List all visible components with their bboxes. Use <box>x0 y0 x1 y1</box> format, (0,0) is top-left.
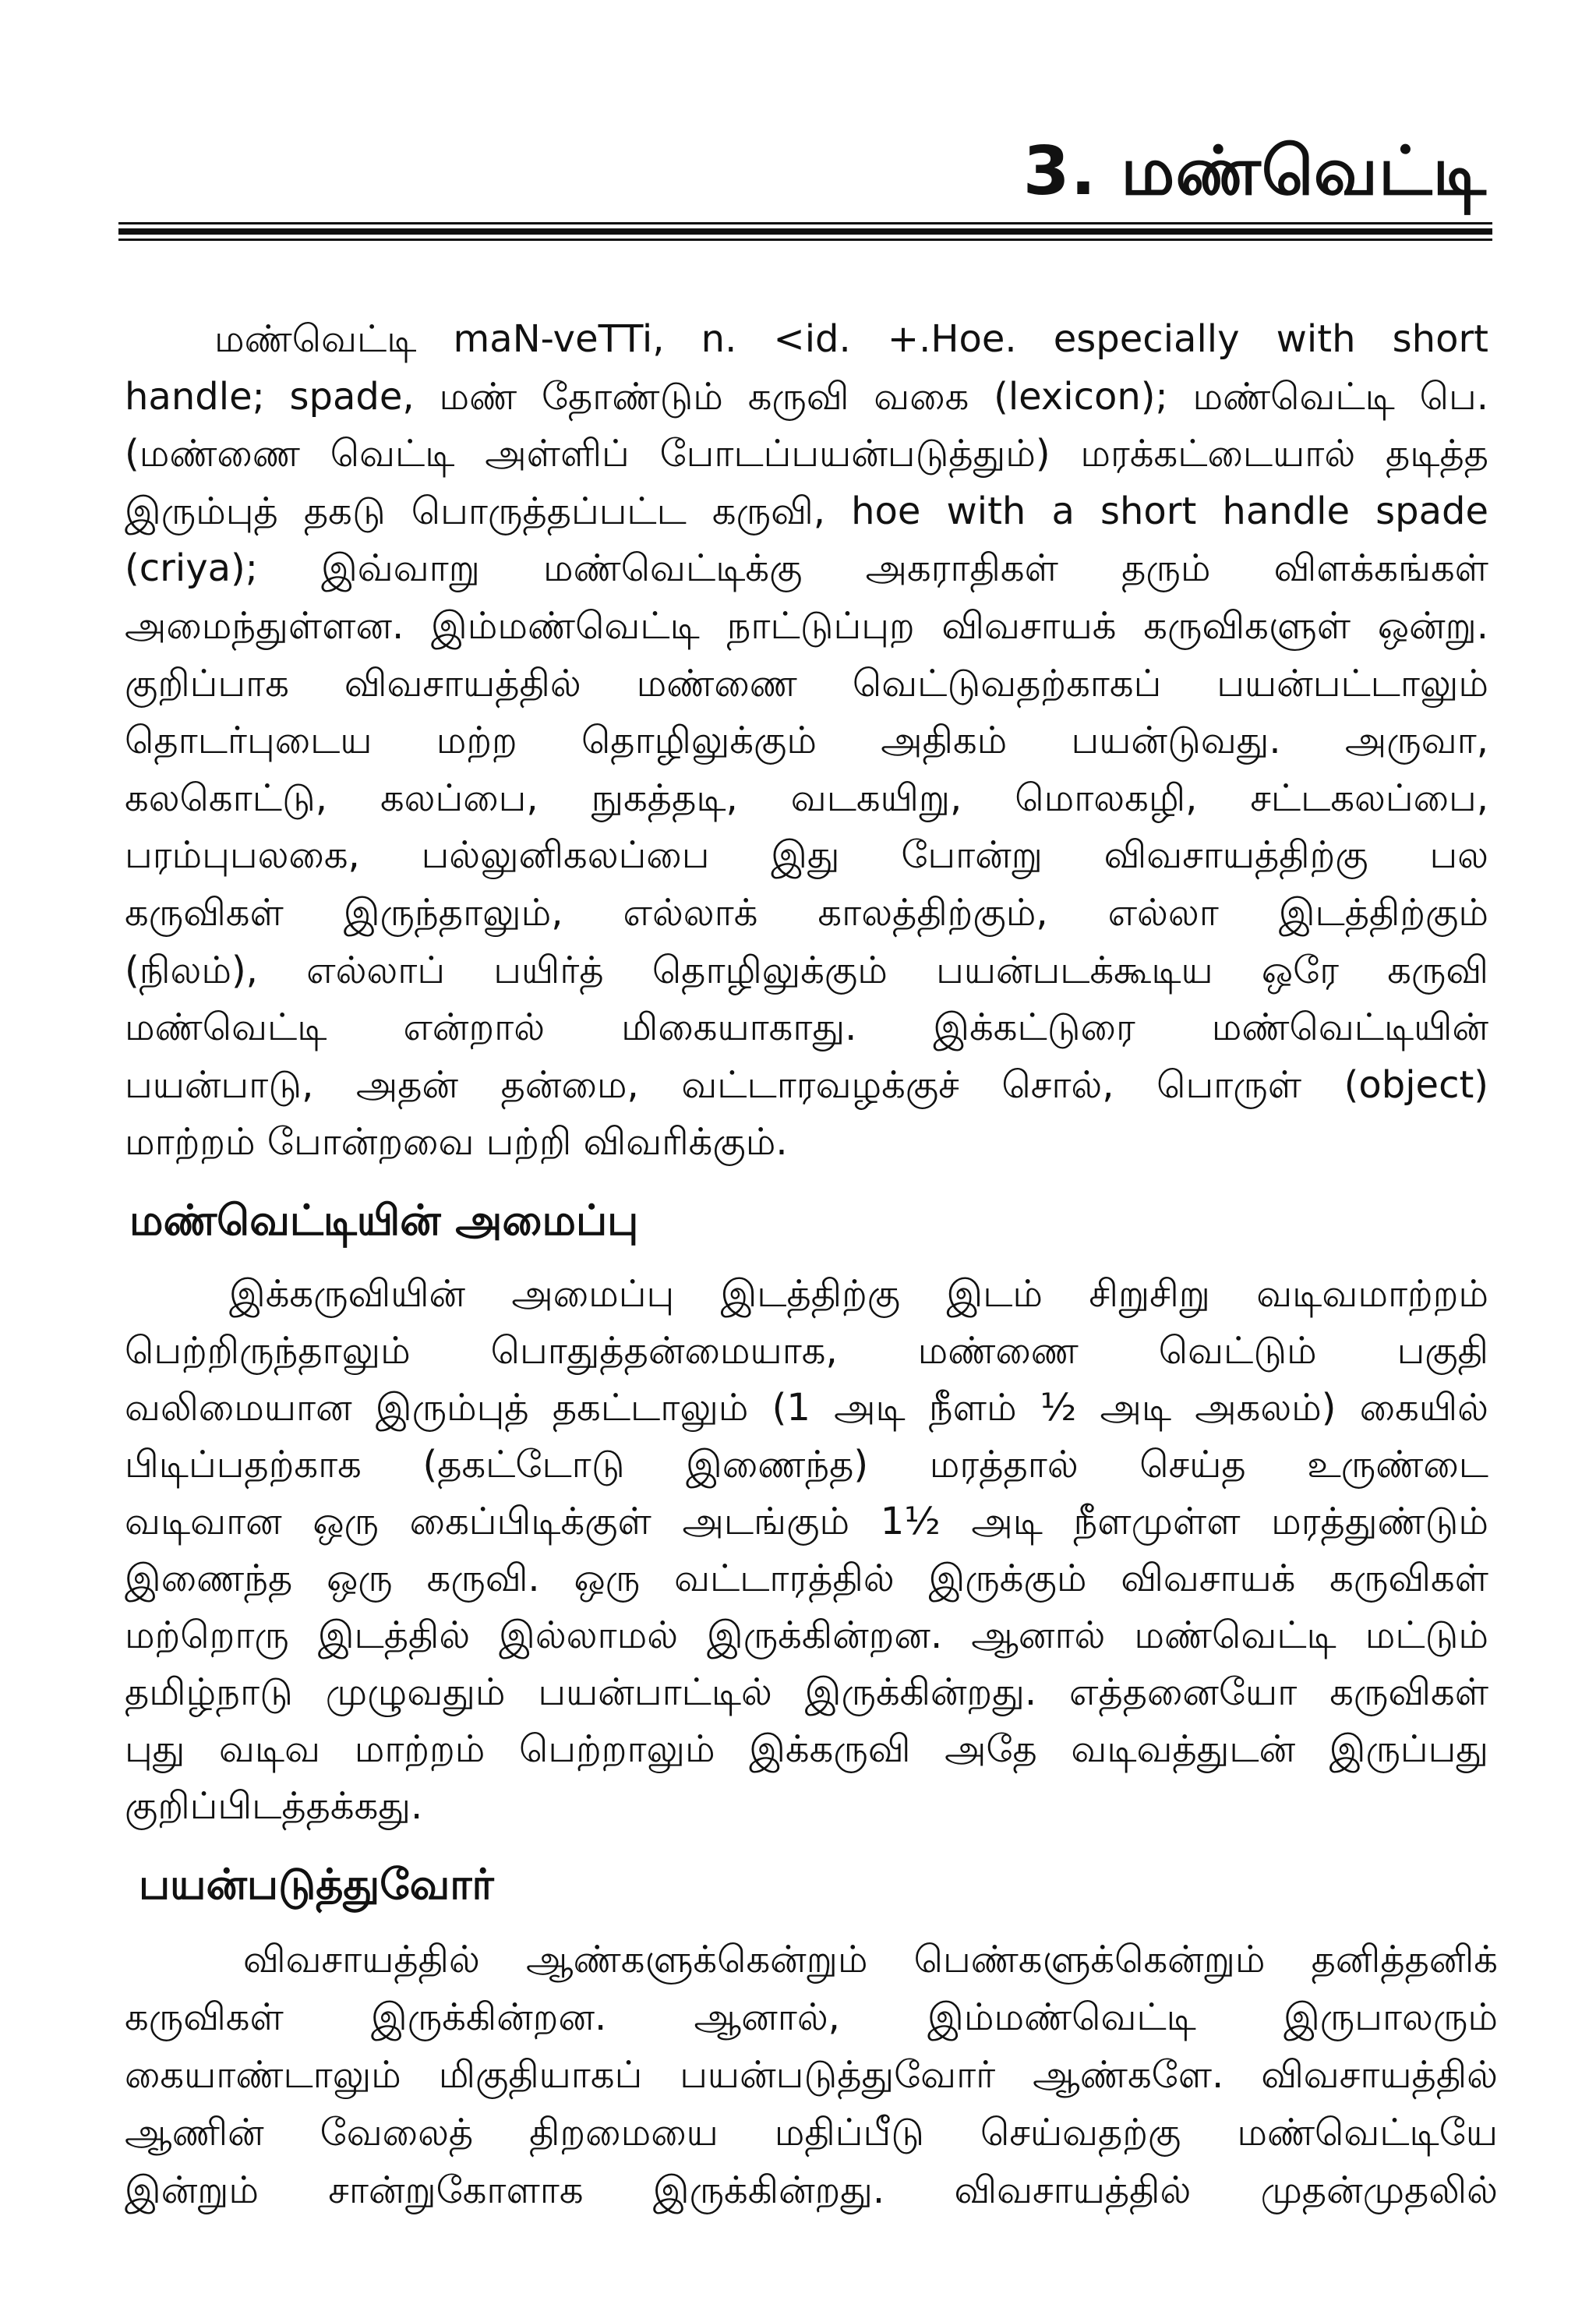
paragraph-line: கையாண்டாலும் மிகுதியாகப் பயன்படுத்துவோர் ஆண்களே. விவசாயத்தில் <box>125 2053 1498 2097</box>
paragraph-line: மண்வெட்டி maN-veTTi, n. <id. +.Hoe. especially with short <box>214 317 1488 361</box>
section-heading-users: பயன்படுத்துவோர் <box>139 1860 494 1909</box>
users-paragraph <box>125 1931 1498 2219</box>
paragraph-line: மற்றொரு இடத்தில் இல்லாமல் இருக்கின்றன. ஆனால் மண்வெட்டி மட்டும் <box>125 1613 1488 1657</box>
paragraph-line: பெற்றிருந்தாலும் பொதுத்தன்மையாக, மண்ணை வெட்டும் பகுதி <box>125 1329 1488 1373</box>
paragraph-line: மண்வெட்டி என்றால் மிகையாகாது. இக்கட்டுரை மண்வெட்டியின் <box>125 1005 1488 1050</box>
paragraph-line: புது வடிவ மாற்றம் பெற்றாலும் இக்கருவி அதே வடிவத்துடன் இருப்பது <box>125 1727 1488 1771</box>
paragraph-line: விவசாயத்தில் ஆண்களுக்கென்றும் பெண்களுக்கென்றும் தனித்தனிக் <box>243 1938 1498 1981</box>
title-rule <box>118 228 1492 235</box>
paragraph-line: இக்கருவியின் அமைப்பு இடத்திற்கு இடம் சிறுசிறு வடிவமாற்றம் <box>229 1272 1488 1316</box>
paragraph-line: இணைந்த ஒரு கருவி. ஒரு வட்டாரத்தில் இருக்கும் விவசாயக் கருவிகள் <box>125 1557 1488 1600</box>
paragraph-line: தொடர்புடைய மற்ற தொழிலுக்கும் அதிகம் பயன்டுவது. அருவா, <box>125 719 1488 763</box>
paragraph-line: (criya); இவ்வாறு மண்வெட்டிக்கு அகராதிகள் தரும் விளக்கங்கள் <box>125 546 1488 591</box>
chapter-title: 3. மண்வெட்டி <box>1022 133 1487 210</box>
paragraph-line: கருவிகள் இருக்கின்றன. ஆனால், இம்மண்வெட்டி இருபாலரும் <box>125 1995 1498 2039</box>
paragraph-line: அமைந்துள்ளன. இம்மண்வெட்டி நாட்டுப்புற விவசாயக் கருவிகளுள் ஒன்று. <box>125 603 1488 648</box>
paragraph-line: குறிப்பிடத்தக்கது. <box>125 1784 423 1828</box>
paragraph-line: (மண்ணை வெட்டி அள்ளிப் போடப்பயன்படுத்தும்) மரக்கட்டையால் தடித்த <box>125 432 1488 476</box>
paragraph-line: வலிமையான இரும்புத் தகட்டாலும் (1 அடி நீளம் ½ அடி அகலம்) கையில் <box>125 1386 1488 1430</box>
paragraph-line: பரம்புபலகை, பல்லுனிகலப்பை இது போன்று விவசாயத்திற்கு பல <box>125 833 1488 878</box>
paragraph-line: (நிலம்), எல்லாப் பயிர்த் தொழிலுக்கும் பயன்படக்கூடிய ஒரே கருவி <box>125 948 1488 992</box>
title-rule <box>118 239 1492 241</box>
paragraph-line: பிடிப்பதற்காக (தகட்டோடு இணைந்த) மரத்தால் செய்த உருண்டை <box>125 1443 1488 1486</box>
paragraph-line: பயன்பாடு, அதன் தன்மை, வட்டாரவழக்குச் சொல், பொருள் (object) <box>125 1062 1488 1107</box>
structure-paragraph <box>125 1266 1488 1835</box>
paragraph-line: handle; spade, மண் தோண்டும் கருவி வகை (lexicon); மண்வெட்டி பெ. <box>125 374 1488 419</box>
title-rule <box>118 222 1492 224</box>
section-heading-structure: மண்வெட்டியின் அமைப்பு <box>129 1196 639 1245</box>
intro-paragraph <box>125 311 1488 1172</box>
paragraph-line: மாற்றம் போன்றவை பற்றி விவரிக்கும். <box>125 1120 788 1165</box>
paragraph-line: வடிவான ஒரு கைப்பிடிக்குள் அடங்கும் 1½ அடி நீளமுள்ள மரத்துண்டும் <box>125 1500 1488 1543</box>
paragraph-line: கலகொட்டு, கலப்பை, நுகத்தடி, வடகயிறு, மொலகழி, சட்டகலப்பை, <box>125 776 1488 820</box>
paragraph-line: கருவிகள் இருந்தாலும், எல்லாக் காலத்திற்கும், எல்லா இடத்திற்கும் <box>125 890 1488 935</box>
paragraph-line: இரும்புத் தகடு பொருத்தப்பட்ட கருவி, hoe with a short handle spade <box>125 489 1488 533</box>
paragraph-line: குறிப்பாக விவசாயத்தில் மண்ணை வெட்டுவதற்காகப் பயன்பட்டாலும் <box>125 661 1488 705</box>
paragraph-line: இன்றும் சான்றுகோளாக இருக்கின்றது. விவசாயத்தில் முதன்முதலில் <box>125 2168 1498 2212</box>
paragraph-line: தமிழ்நாடு முழுவதும் பயன்பாட்டில் இருக்கின்றது. எத்தனையோ கருவிகள் <box>125 1670 1488 1714</box>
paragraph-line: ஆணின் வேலைத் திறமையை மதிப்பீடு செய்வதற்கு மண்வெட்டியே <box>125 2111 1498 2154</box>
